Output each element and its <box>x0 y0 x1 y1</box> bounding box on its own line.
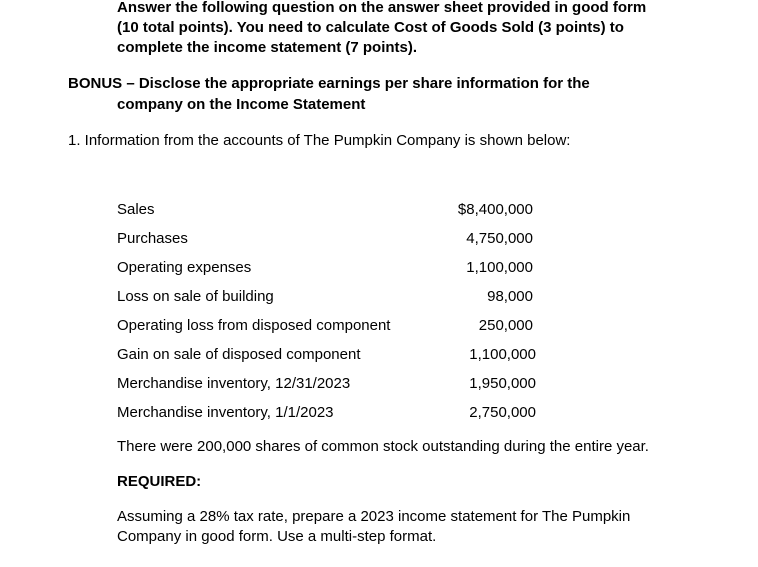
list-item <box>117 317 537 335</box>
list-item <box>117 288 537 306</box>
item-label: Operating expenses <box>117 259 252 276</box>
list-item <box>117 346 537 364</box>
bonus-line-1: BONUS – Disclose the appropriate earnings per share information for the <box>68 75 590 92</box>
list-item <box>117 259 537 277</box>
item-value: 250,000 <box>478 317 533 334</box>
list-item <box>117 230 537 248</box>
item-value: 98,000 <box>487 288 533 305</box>
item-label: Merchandise inventory, 12/31/2023 <box>117 375 351 392</box>
item-label: Operating loss from disposed component <box>117 317 391 334</box>
item-value: 2,750,000 <box>469 404 536 421</box>
item-label: Gain on sale of disposed component <box>117 346 361 363</box>
question-intro: 1. Information from the accounts of The Pumpkin Company is shown below: <box>68 132 571 149</box>
list-item <box>117 404 537 422</box>
list-item <box>117 201 537 219</box>
shares-note: There were 200,000 shares of common stock outstanding during the entire year. <box>117 438 649 455</box>
item-label: Loss on sale of building <box>117 288 274 305</box>
required-line-2: Company in good form. Use a multi-step format. <box>117 528 437 545</box>
instruction-line-1: Answer the following question on the answer sheet provided in good form <box>117 0 647 16</box>
required-heading: REQUIRED: <box>117 473 202 490</box>
instruction-line-2: (10 total points). You need to calculate Cost of Goods Sold (3 points) to <box>117 19 624 36</box>
item-label: Purchases <box>117 230 188 247</box>
item-value: 4,750,000 <box>466 230 533 247</box>
list-item <box>117 375 537 393</box>
item-value: $8,400,000 <box>457 201 533 218</box>
item-value: 1,100,000 <box>466 259 533 276</box>
item-label: Merchandise inventory, 1/1/2023 <box>117 404 334 421</box>
instruction-line-3: complete the income statement (7 points). <box>117 39 418 56</box>
item-value: 1,950,000 <box>469 375 536 392</box>
item-value: 1,100,000 <box>469 346 536 363</box>
item-label: Sales <box>117 201 155 218</box>
bonus-line-2: company on the Income Statement <box>117 96 366 113</box>
required-line-1: Assuming a 28% tax rate, prepare a 2023 income statement for The Pumpkin <box>117 508 631 525</box>
